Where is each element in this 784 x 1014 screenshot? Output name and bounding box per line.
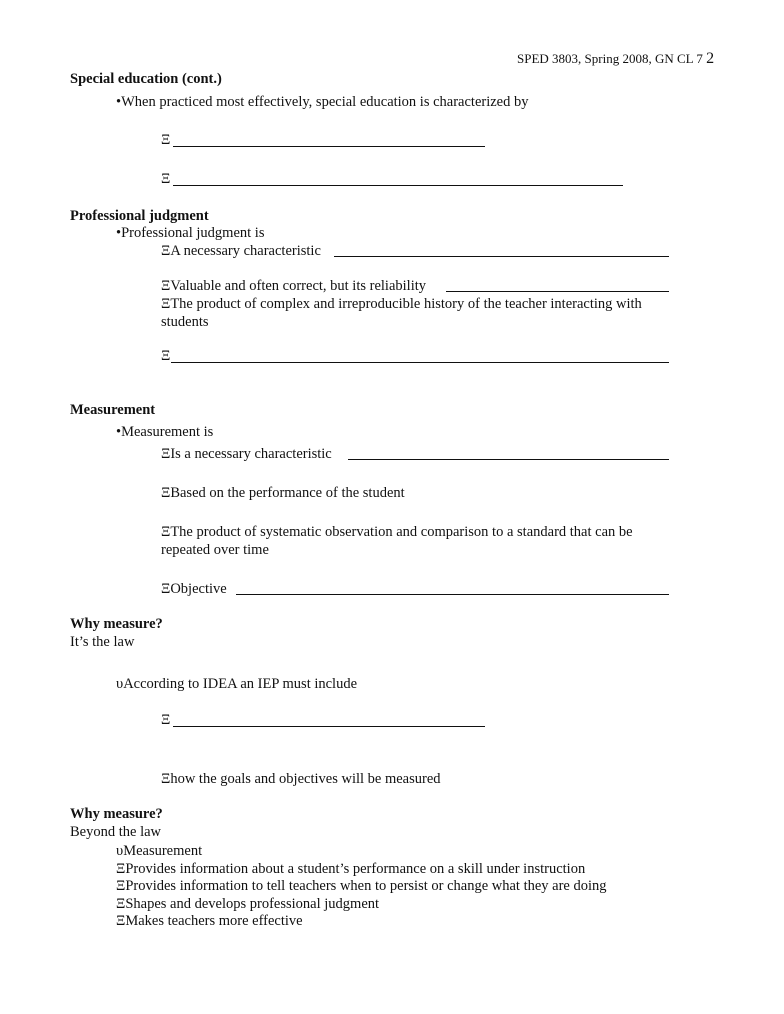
item-text: Objective: [170, 581, 227, 597]
xi-bullet-icon: Ξ: [161, 712, 171, 728]
xi-bullet-icon: Ξ: [161, 243, 171, 259]
fill-in-blank: [236, 594, 669, 595]
idea-item: [116, 675, 357, 693]
xi-bullet-icon: Ξ: [161, 524, 171, 540]
course-label: SPED 3803, Spring 2008, GN CL 7: [517, 51, 703, 66]
item-text: The product of complex and irreproducible history of the teacher interacting with: [170, 296, 642, 312]
xi-bullet-icon: Ξ: [161, 171, 171, 187]
fill-in-blank: [348, 459, 669, 460]
item-text: Provides information about a student’s performance on a skill under instruction: [125, 861, 586, 877]
xi-bullet-icon: Ξ: [161, 581, 171, 597]
xi-bullet-icon: Ξ: [116, 896, 126, 912]
beyond-intro: [116, 842, 202, 860]
list-item: [116, 895, 379, 913]
bullet-icon: •: [116, 225, 122, 241]
fill-in-blank: [173, 726, 485, 727]
xi-bullet-icon: Ξ: [161, 771, 171, 787]
xi-bullet-icon: Ξ: [116, 861, 126, 877]
item-text: Shapes and develops professional judgment: [125, 896, 380, 912]
subheading-its-the-law: It’s the law: [70, 634, 135, 650]
fill-in-blank: [446, 291, 669, 292]
measurement-item-2: [161, 484, 405, 502]
measurement-item-4: [161, 580, 227, 598]
xi-bullet-icon: Ξ: [161, 278, 171, 294]
bullet-text: Measurement is: [121, 424, 214, 440]
xi-bullet-icon: Ξ: [116, 913, 126, 929]
section-heading-why-measure-law: Why measure?: [70, 616, 163, 632]
item-text: Valuable and often correct, but its reliability: [170, 278, 427, 294]
bullet-professional-judgment: [116, 224, 264, 242]
measurement-item-3: [161, 523, 633, 541]
upsilon-bullet-icon: υ: [116, 843, 124, 859]
pj-item-3: [161, 295, 642, 313]
pj-item-2: [161, 277, 426, 295]
subheading-beyond-the-law: Beyond the law: [70, 824, 162, 840]
item-text: The product of systematic observation and comparison to a standard that can be: [170, 524, 633, 540]
bullet-text: When practiced most effectively, special education is characterized by: [121, 94, 529, 110]
section-heading-professional-judgment: Professional judgment: [70, 208, 209, 224]
section-heading-measurement: Measurement: [70, 402, 156, 418]
item-text: Measurement: [123, 843, 203, 859]
section-heading-why-measure-beyond: Why measure?: [70, 806, 163, 822]
idea-sub-item-2: [161, 770, 441, 788]
bullet-text: Professional judgment is: [121, 225, 265, 241]
xi-bullet-icon: Ξ: [161, 348, 171, 364]
fill-in-blank: [334, 256, 669, 257]
item-text: A necessary characteristic: [170, 243, 321, 259]
item-text: how the goals and objectives will be measured: [170, 771, 441, 787]
page-number: 2: [706, 50, 715, 67]
bullet-icon: •: [116, 94, 122, 110]
list-item: [116, 912, 303, 930]
page-header: [517, 50, 714, 68]
pj-item-3-continuation: students: [161, 314, 209, 330]
fill-in-blank: [173, 185, 623, 186]
fill-in-blank: [171, 362, 669, 363]
bullet-icon: •: [116, 424, 122, 440]
xi-bullet-icon: Ξ: [116, 878, 126, 894]
xi-bullet-icon: Ξ: [161, 485, 171, 501]
item-text: Provides information to tell teachers when to persist or change what they are doing: [125, 878, 607, 894]
measurement-item-1: [161, 445, 332, 463]
item-text: According to IDEA an IEP must include: [123, 676, 358, 692]
item-text: Based on the performance of the student: [170, 485, 405, 501]
xi-bullet-icon: Ξ: [161, 296, 171, 312]
xi-bullet-icon: Ξ: [161, 132, 171, 148]
upsilon-bullet-icon: υ: [116, 676, 124, 692]
pj-item-1: [161, 242, 321, 260]
bullet-special-education: [116, 93, 529, 111]
item-text: Is a necessary characteristic: [170, 446, 332, 462]
xi-bullet-icon: Ξ: [161, 446, 171, 462]
section-heading-special-education: Special education (cont.): [70, 71, 222, 87]
item-text: Makes teachers more effective: [125, 913, 303, 929]
list-item: [116, 860, 585, 878]
fill-in-blank: [173, 146, 485, 147]
measurement-item-3-continuation: repeated over time: [161, 542, 269, 558]
bullet-measurement: [116, 423, 213, 441]
list-item: [116, 877, 607, 895]
